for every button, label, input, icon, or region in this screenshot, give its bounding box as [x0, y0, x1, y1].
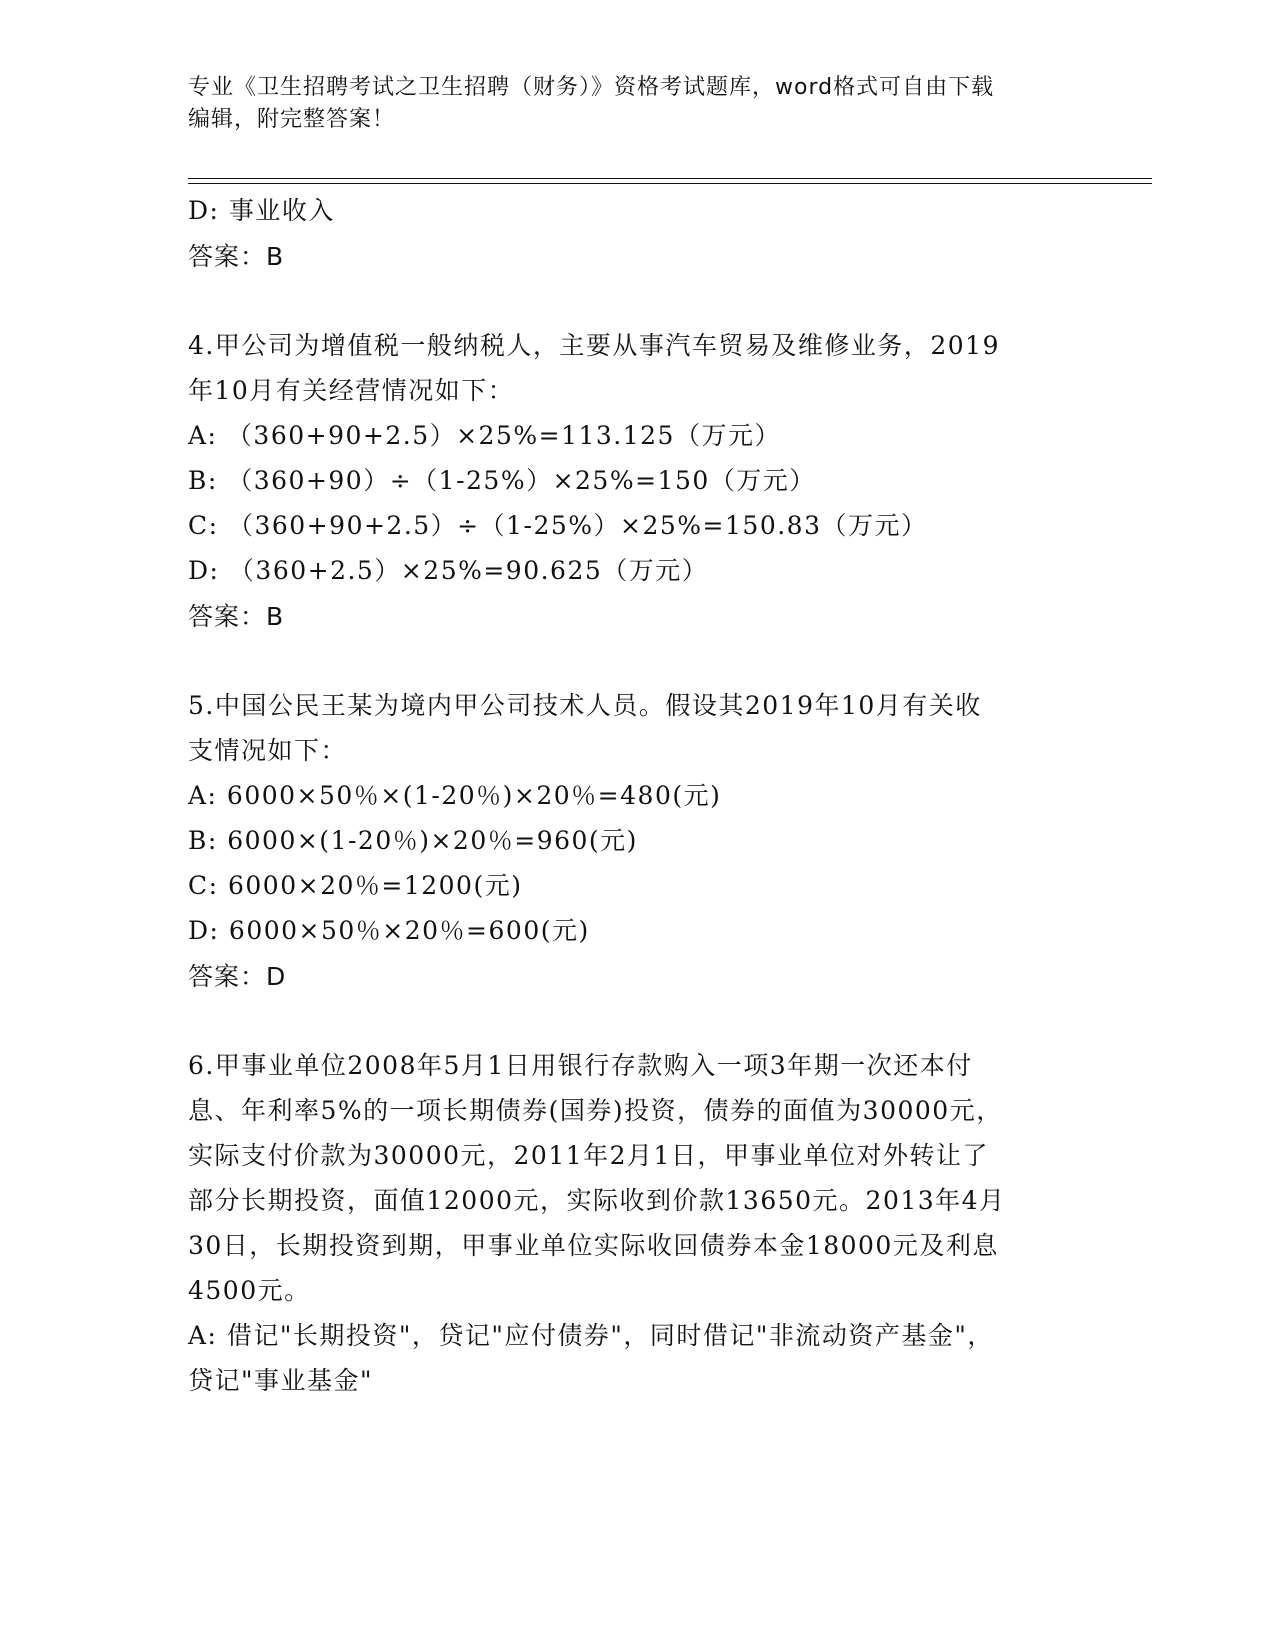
question-stem: 30日，长期投资到期，甲事业单位实际收回债券本金18000元及利息 — [188, 1231, 999, 1260]
option-a: A: 6000×50％×(1-20％)×20％=480(元) — [188, 781, 722, 810]
option-a: A: 借记"长期投资"，贷记"应付债券"，同时借记"非流动资产基金"， — [188, 1321, 994, 1350]
answer-label: 答案：D — [188, 962, 287, 991]
answer-label: 答案：B — [188, 242, 285, 271]
header-title-line-1: 专业《卫生招聘考试之卫生招聘（财务）》资格考试题库，word格式可自由下载 — [188, 75, 995, 100]
option-c: C: （360+90+2.5）÷（1-25%）×25%=150.83（万元） — [188, 511, 928, 540]
question-stem: 实际支付价款为30000元，2011年2月1日，甲事业单位对外转让了 — [188, 1141, 989, 1170]
question-stem: 息、年利率5%的一项长期债券(国券)投资，债券的面值为30000元， — [188, 1096, 1003, 1125]
option-c: C: 6000×20％=1200(元) — [188, 871, 523, 900]
question-3 — [188, 188, 1088, 281]
question-stem: 4.甲公司为增值税一般纳税人，主要从事汽车贸易及维修业务，2019 — [188, 331, 1000, 360]
document-body — [188, 188, 1088, 1403]
question-6 — [188, 1043, 1088, 1403]
option-d: D: 6000×50％×20％=600(元) — [188, 916, 590, 945]
question-stem: 6.甲事业单位2008年5月1日用银行存款购入一项3年期一次还本付 — [188, 1051, 973, 1080]
spacer — [188, 281, 1088, 323]
question-4 — [188, 323, 1088, 641]
header-divider-top — [188, 178, 1152, 179]
answer-label: 答案：B — [188, 602, 285, 631]
option-b: B: （360+90）÷（1-25%）×25%=150（万元） — [188, 466, 816, 495]
header-title-line-2: 编辑，附完整答案！ — [188, 107, 396, 132]
spacer — [188, 641, 1088, 683]
option-d: D: 事业收入 — [188, 196, 335, 225]
option-a: A: （360+90+2.5）×25%=113.125（万元） — [188, 421, 781, 450]
question-stem: 部分长期投资，面值12000元，实际收到价款13650元。2013年4月 — [188, 1186, 1006, 1215]
page-header — [188, 72, 1088, 136]
header-divider-bottom — [188, 183, 1152, 184]
question-5 — [188, 683, 1088, 1001]
option-d: D: （360+2.5）×25%=90.625（万元） — [188, 556, 709, 585]
spacer — [188, 1001, 1088, 1043]
option-a-continued: 贷记"事业基金" — [188, 1366, 373, 1395]
question-stem: 年10月有关经营情况如下： — [188, 376, 515, 405]
question-stem: 5.中国公民王某为境内甲公司技术人员。假设其2019年10月有关收 — [188, 691, 982, 720]
option-b: B: 6000×(1-20％)×20％=960(元) — [188, 826, 638, 855]
question-stem: 4500元。 — [188, 1276, 311, 1305]
question-stem: 支情况如下： — [188, 736, 348, 765]
